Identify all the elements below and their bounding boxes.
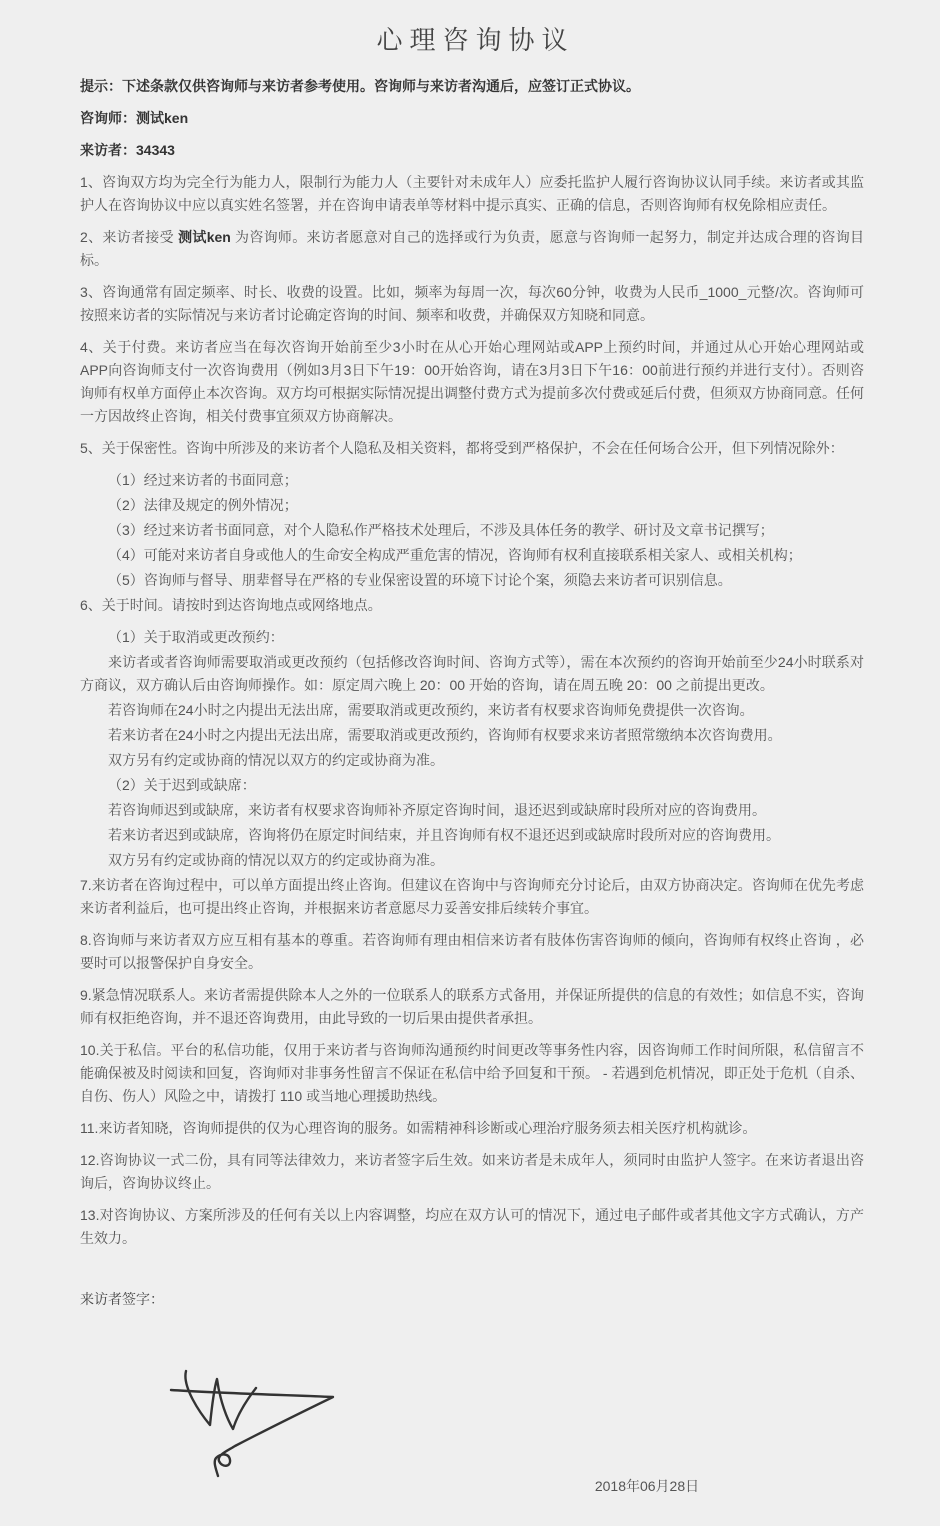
- date-row: [0, 1476, 940, 1496]
- clause-paragraph: （2）关于迟到或缺席：: [108, 776, 256, 793]
- counselor-line: [80, 107, 864, 130]
- clause-paragraph: 7.来访者在咨询过程中，可以单方面提出终止咨询。但建议在咨询中与咨询师充分讨论后，由双方协商决定。咨询师在优先考虑来访者利益后，也可提出终止咨询，并根据来访者意愿尽力妥善安排后续转介事宜。: [80, 876, 864, 916]
- clause-paragraph: （5）咨询师与督导、朋辈督导在严格的专业保密设置的环境下讨论个案，须隐去来访者可识别信息。: [108, 571, 732, 588]
- clause-paragraph: 11.来访者知晓，咨询师提供的仅为心理咨询的服务。如需精神科诊断或心理治疗服务须去相关医疗机构就诊。: [80, 1119, 757, 1136]
- clause-paragraph: 10.关于私信。平台的私信功能，仅用于来访者与咨询师沟通预约时间更改等事务性内容，因咨询师工作时间所限，私信留言不能确保被及时阅读和回复，咨询师对非事务性留言不保证在私信中给予回复和干预。 - 若遇到危机情况，即正处于危机（自杀、自伤、伤人）风险之中，请拨打 110 或当地心理援助热线。: [80, 1041, 864, 1104]
- clause-paragraph: （1）经过来访者的书面同意；: [108, 471, 298, 488]
- clause-paragraph: 8.咨询师与来访者双方应互相有基本的尊重。若咨询师有理由相信来访者有肢体伤害咨询师的倾向，咨询师有权终止咨询 ，必要时可以报警保护自身安全。: [80, 931, 864, 971]
- clause-paragraph: 9.紧急情况联系人。来访者需提供除本人之外的一位联系人的联系方式备用，并保证所提供的信息的有效性；如信息不实，咨询师有权拒绝咨询，并不退还咨询费用，由此导致的一切后果由提供者承担。: [80, 986, 864, 1026]
- clause-paragraph: 3、咨询通常有固定频率、时长、收费的设置。比如，频率为每周一次，每次60分钟，收费为人民币_1000_元整/次。咨询师可按照来访者的实际情况与来访者讨论确定咨询的时间、频率和收费，并确保双方知晓和同意。: [80, 283, 864, 323]
- page-title: 心理咨询协议: [376, 25, 575, 55]
- visitor-line: [80, 139, 864, 162]
- clause-paragraph: 12.咨询协议一式二份，具有同等法律效力，来访者签字后生效。如来访者是未成年人，须同时由监护人签字。在来访者退出咨询后，咨询协议终止。: [80, 1151, 864, 1191]
- clause-paragraph: （4）可能对来访者自身或他人的生命安全构成严重危害的情况，咨询师有权利直接联系相关家人、或相关机构；: [108, 546, 802, 563]
- counselor-name: 测试ken: [136, 109, 189, 126]
- date-text: 2018年06月28日: [594, 1478, 700, 1494]
- clause-paragraph: 13.对咨询协议、方案所涉及的任何有关以上内容调整，均应在双方认可的情况下，通过电子邮件或者其他文字方式确认，方产生效力。: [80, 1206, 864, 1246]
- clause-paragraph: 双方另有约定或协商的情况以双方的约定或协商为准。: [108, 851, 444, 868]
- clause-paragraph: （2）法律及规定的例外情况；: [108, 496, 298, 513]
- clause-paragraph: 双方另有约定或协商的情况以双方的约定或协商为准。: [108, 751, 444, 768]
- clause-paragraph: 4、关于付费。来访者应当在每次咨询开始前至少3小时在从心开始心理网站或APP上预约时间，并通过从心开始心理网站或APP向咨询师支付一次咨询费用（例如3月3日下午19：00开始咨询，请在3月3日下午16：00前进行预约并进行支付）。否则咨询师有权单方面停止本次咨询。双方均可根据实际情况提出调整付费方式为提前多次付费或延后付费，但须双方协商同意。任何一方因故终止咨询，相关付费事宜须双方协商解决。: [80, 338, 864, 424]
- clauses: [80, 171, 864, 1250]
- clause-paragraph: 若咨询师在24小时之内提出无法出席，需要取消或更改预约，来访者有权要求咨询师免费提供一次咨询。: [108, 701, 754, 718]
- clause-paragraph: 来访者或者咨询师需要取消或更改预约（包括修改咨询时间、咨询方式等），需在本次预约的咨询开始前至少24小时联系对方商议，双方确认后由咨询师操作。如：原定周六晚上 20：00 开始的咨询，请在周五晚 20：00 之前提出更改。: [80, 653, 864, 693]
- clause-paragraph: （1）关于取消或更改预约：: [108, 628, 284, 645]
- counselor-label: 咨询师：: [80, 109, 136, 126]
- hint-line: 提示：下述条款仅供咨询师与来访者参考使用。咨询师与来访者沟通后，应签订正式协议。: [80, 77, 640, 94]
- clause-paragraph: 1、咨询双方均为完全行为能力人，限制行为能力人（主要针对未成年人）应委托监护人履行咨询协议认同手续。来访者或其监护人在咨询协议中应以真实姓名签署，并在咨询申请表单等材料中提示真实、正确的信息，否则咨询师有权免除相应责任。: [80, 173, 864, 213]
- clause-paragraph: （3）经过来访者书面同意，对个人隐私作严格技术处理后，不涉及具体任务的教学、研讨及文章书记撰写；: [108, 521, 774, 538]
- clause-paragraph: 6、关于时间。请按时到达咨询地点或网络地点。: [80, 596, 382, 613]
- clause-paragraph: 若来访者迟到或缺席，咨询将仍在原定时间结束，并且咨询师有权不退还迟到或缺席时段所对应的咨询费用。: [108, 826, 780, 843]
- signature-label: 来访者签字：: [80, 1290, 164, 1307]
- visitor-label: 来访者：: [80, 141, 136, 158]
- clause-paragraph: 5、关于保密性。咨询中所涉及的来访者个人隐私及相关资料，都将受到严格保护，不会在任何场合公开，但下列情况除外：: [80, 439, 844, 456]
- clause-paragraph: 若来访者在24小时之内提出无法出席，需要取消或更改预约，咨询师有权要求来访者照常缴纳本次咨询费用。: [108, 726, 782, 743]
- clause-paragraph: 2、来访者接受 测试ken 为咨询师。来访者愿意对自己的选择或行为负责，愿意与咨询师一起努力，制定并达成合理的咨询目标。: [80, 228, 864, 268]
- clause-paragraph: 若咨询师迟到或缺席，来访者有权要求咨询师补齐原定咨询时间，退还迟到或缺席时段所对应的咨询费用。: [108, 801, 766, 818]
- visitor-name: 34343: [136, 141, 175, 158]
